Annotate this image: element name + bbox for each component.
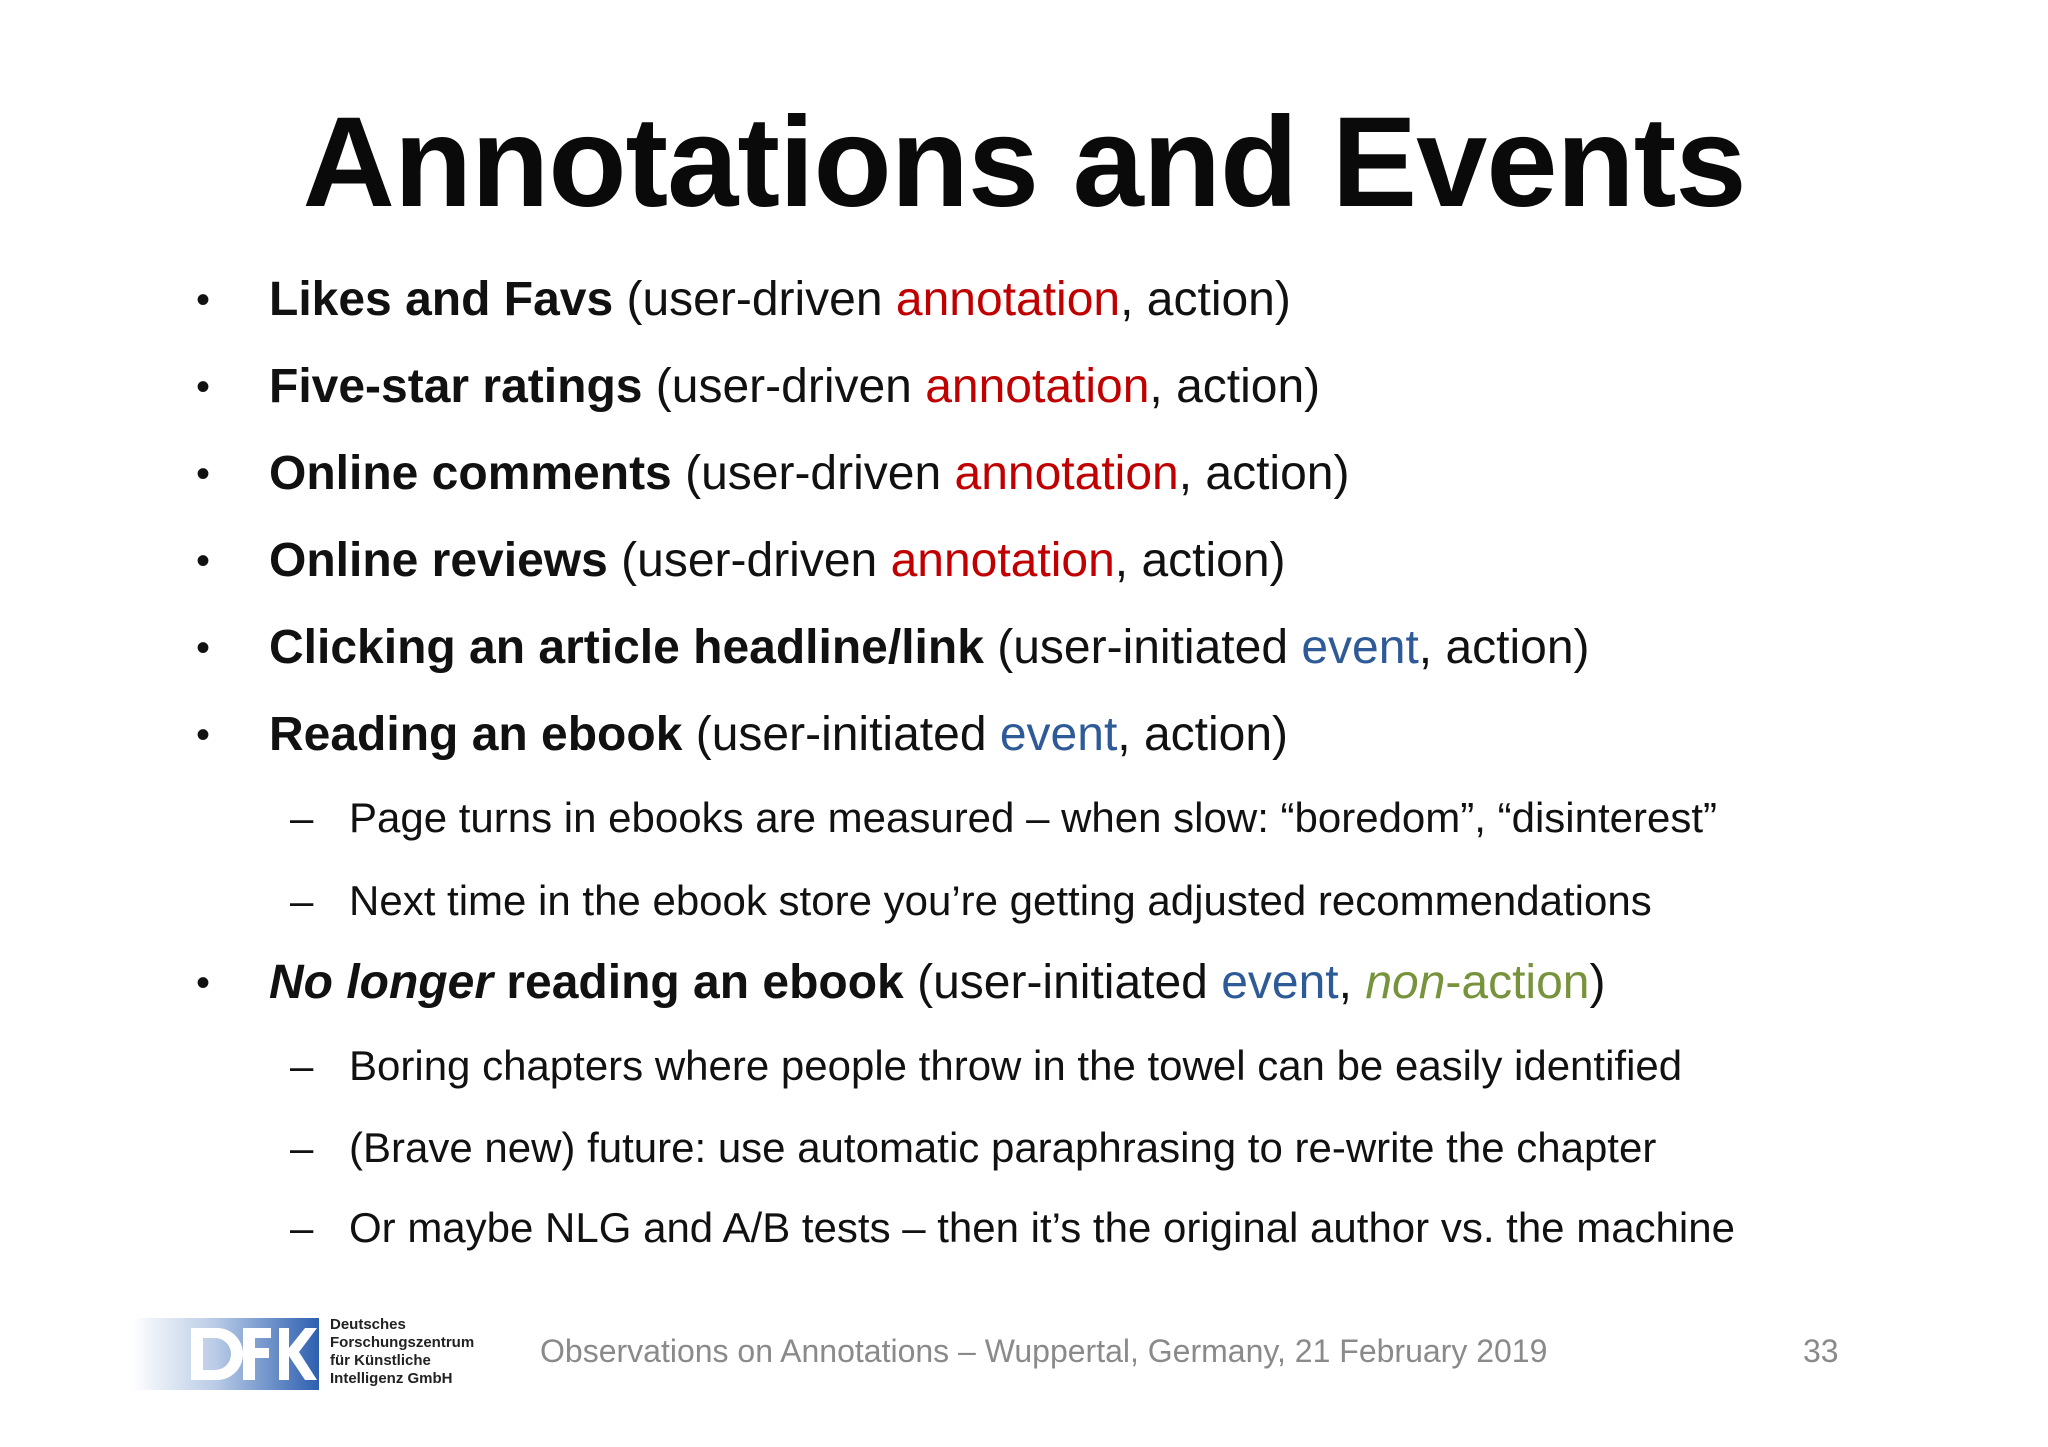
bullet-separator: , [1338,956,1366,1009]
annotation-term: annotation [890,534,1115,587]
event-term: event [1221,956,1339,1009]
bullet-heading: Clicking an article headline/link [269,621,984,674]
bullet-detail: (user-driven [671,447,955,500]
bullet-detail: (user-initiated [983,621,1302,674]
dfki-name-line: Deutsches [330,1316,406,1333]
bullet-detail: (user-driven [613,273,896,326]
bullet-no-longer-reading [0,948,2048,1018]
bullet-heading-italic: No longer [269,956,493,1009]
sub-bullet-boring-chapters [0,1034,2048,1098]
bullet-detail: (user-initiated [903,956,1222,1009]
bullet-text [269,265,1291,335]
sub-bullet-recommendations [0,869,2048,933]
bullet-detail-end: , action) [1178,447,1350,500]
bullet-heading: Reading an ebook [269,708,683,761]
bullet-heading: reading an ebook [493,956,904,1009]
bullet-detail: (user-driven [642,360,926,413]
bullet-online-reviews [0,526,2048,596]
bullet-detail-end: , action) [1418,621,1590,674]
sub-bullet-text: Page turns in ebooks are measured – when slow: “boredom”, “disinterest” [349,794,1717,841]
bullet-dot: • [196,626,211,670]
bullet-dot: • [196,713,211,757]
sub-bullet-dash: – [290,794,314,841]
page-number: 33 [1803,1333,1839,1369]
sub-bullet-page-turns [0,786,2048,850]
non-term: non [1365,956,1446,1009]
bullet-clicking-headline [0,613,2048,683]
bullet-text [269,439,1349,509]
dfki-name [330,1316,500,1388]
bullet-dot: • [196,452,211,496]
bullet-text [269,352,1320,422]
sub-bullet-text: (Brave new) future: use automatic paraphrasing to re-write the chapter [349,1124,1657,1171]
sub-bullet-brave-new-future [0,1116,2048,1180]
sub-bullet-dash: – [290,1124,314,1171]
bullet-dot: • [196,278,211,322]
sub-bullet-dash: – [290,1204,314,1251]
dfki-name-line: für Künstliche [330,1352,431,1369]
bullet-text [269,948,1605,1018]
bullet-detail-end: ) [1589,956,1606,1009]
sub-bullet-text: Or maybe NLG and A/B tests – then it’s the original author vs. the machine [349,1204,1735,1251]
annotation-term: annotation [954,447,1179,500]
bullet-detail: (user-initiated [682,708,1000,761]
bullet-online-comments [0,439,2048,509]
bullet-dot: • [196,961,211,1005]
sub-bullet-nlg-ab-tests [0,1196,2048,1260]
sub-bullet-text: Boring chapters where people throw in the towel can be easily identified [349,1042,1683,1089]
bullet-text [269,613,1590,683]
bullet-detail-end: , action) [1114,534,1286,587]
bullet-likes-and-favs [0,265,2048,335]
dfki-name-line: Forschungszentrum [330,1334,475,1351]
bullet-heading: Five-star ratings [269,360,643,413]
bullet-detail-end: , action) [1120,273,1291,326]
footer-text: Observations on Annotations – Wuppertal, Germany, 21 February 2019 [540,1333,1548,1369]
bullet-reading-ebook [0,700,2048,770]
bullet-heading: Likes and Favs [269,273,614,326]
bullet-detail-end: , action) [1117,708,1289,761]
bullet-text [269,526,1286,596]
sub-bullet-dash: – [290,1042,314,1089]
sub-bullet-text: Next time in the ebook store you’re getting adjusted recommendations [349,877,1652,924]
bullet-five-star-ratings [0,352,2048,422]
annotation-term: annotation [925,360,1150,413]
bullet-heading: Online reviews [269,534,608,587]
dfki-logo [131,1318,319,1390]
bullet-heading: Online comments [269,447,672,500]
bullet-detail-end: , action) [1149,360,1321,413]
slide-title: Annotations and Events [302,91,1746,234]
event-term: event [999,708,1118,761]
bullet-detail: (user-driven [607,534,891,587]
action-term: -action [1445,956,1590,1009]
dfki-name-line: Intelligenz GmbH [330,1370,453,1387]
event-term: event [1301,621,1419,674]
sub-bullet-dash: – [290,877,314,924]
bullet-dot: • [196,365,211,409]
bullet-dot: • [196,539,211,583]
annotation-term: annotation [895,273,1121,326]
bullet-text [269,700,1288,770]
